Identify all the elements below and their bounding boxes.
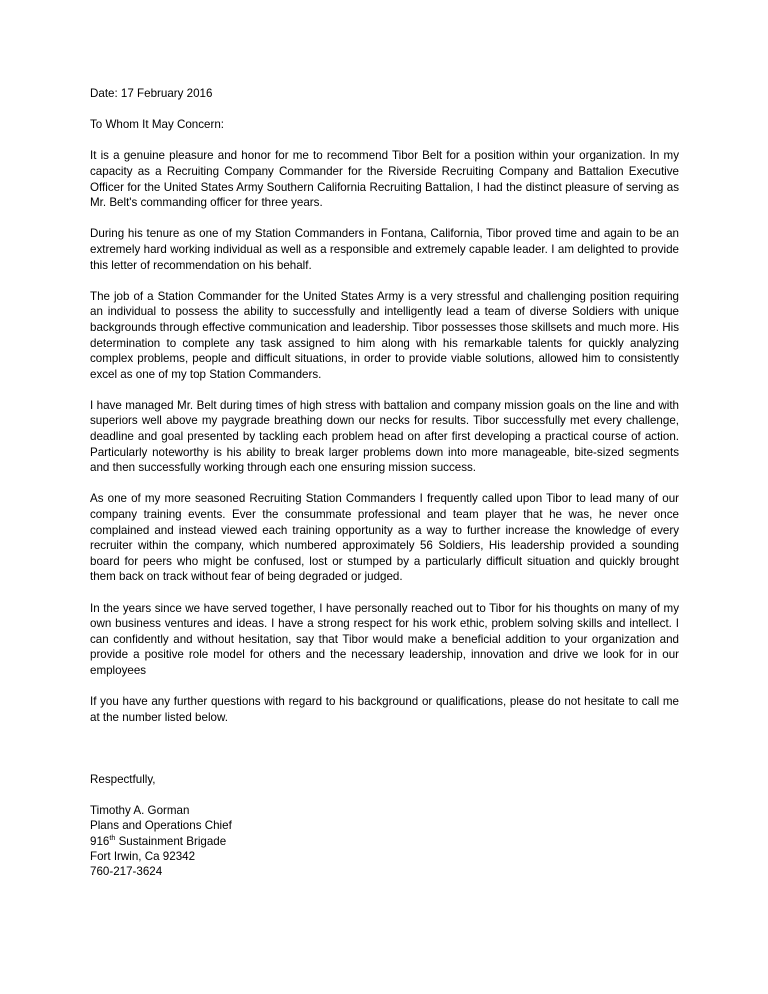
unit-number: 916 bbox=[90, 834, 110, 848]
body-paragraph-6: In the years since we have served together, I have personally reached out to Tibor for his thoughts on many of my own business ventures and ideas. I have a strong respect for his work ethic, problem solving skills and intellect. I can confidently and without hesitation, say that Tibor would make a beneficial addition to your organization and provide a positive role model for others and the necessary leadership, innovation and drive we look for in our employees bbox=[90, 601, 679, 677]
signer-name: Timothy A. Gorman bbox=[90, 804, 190, 818]
body-paragraph-3: The job of a Station Commander for the United States Army is a very stressful and challenging position requiring an individual to possess the ability to successfully and intelligently lead a team of diverse Soldiers with unique backgrounds through effective communication and leadership. Tibor possesses those skillsets and much more. His determination to complete any task assigned to him along with his remarkable talents for quickly analyzing complex problems, people and difficult situations, in order to provide viable solutions, allowed him to consistently excel as one of my top Station Commanders. bbox=[90, 289, 679, 381]
salutation: To Whom It May Concern: bbox=[90, 118, 225, 132]
body-paragraph-4: I have managed Mr. Belt during times of high stress with battalion and company mission goals on the line and with superiors well above my paygrade breathing down our necks for results. Tibor successfully met every challenge, deadline and goal presented by tackling each problem head on after first developing a practical course of action. Particularly noteworthy is his ability to break larger problems down into more manageable, bite-sized segments and then successfully working through each one ensuring mission success. bbox=[90, 398, 679, 475]
body-paragraph-1: It is a genuine pleasure and honor for me to recommend Tibor Belt for a position within your organization. In my capacity as a Recruiting Company Commander for the Riverside Recruiting Company and Battalion Executive Officer for the United States Army Southern California Recruiting Battalion, I had the distinct pleasure of serving as Mr. Belt's commanding officer for three years. bbox=[90, 149, 679, 210]
body-paragraph-2: During his tenure as one of my Station Commanders in Fontana, California, Tibor proved time and again to be an extremely hard working individual as well as a responsible and extremely capable leader. I am delighted to provide this letter of recommendation on his behalf. bbox=[90, 227, 679, 272]
signer-location: Fort Irwin, Ca 92342 bbox=[90, 849, 196, 863]
closing-spacer bbox=[90, 741, 679, 772]
date-line: Date: 17 February 2016 bbox=[90, 87, 213, 100]
body-paragraph-5: As one of my more seasoned Recruiting Station Commanders I frequently called upon Tibor to lead many of our company training events. Ever the consummate professional and team player that he was, he never once complained and instead viewed each training opportunity as a way to further increase the knowledge of every recruiter within the company, which numbered approximately 56 Soldiers, His leadership provided a sounding board for peers who might be confused, lost or stumped by a particularly difficult situation and quickly brought them back on track without fear of being degraded or judged. bbox=[90, 492, 679, 584]
unit-name: Sustainment Brigade bbox=[115, 834, 227, 848]
letter-content bbox=[90, 86, 679, 879]
signer-phone: 760-217-3624 bbox=[90, 864, 163, 878]
signer-title: Plans and Operations Chief bbox=[90, 819, 232, 833]
closing-line: Respectfully, bbox=[90, 772, 156, 786]
unit-ordinal-suffix: th bbox=[109, 832, 116, 842]
signer-unit bbox=[90, 834, 679, 849]
signature-spacer bbox=[90, 788, 679, 804]
body-paragraph-7: If you have any further questions with regard to his background or qualifications, please do not hesitate to call me at the number listed below. bbox=[90, 695, 679, 724]
signature-block bbox=[90, 803, 679, 879]
